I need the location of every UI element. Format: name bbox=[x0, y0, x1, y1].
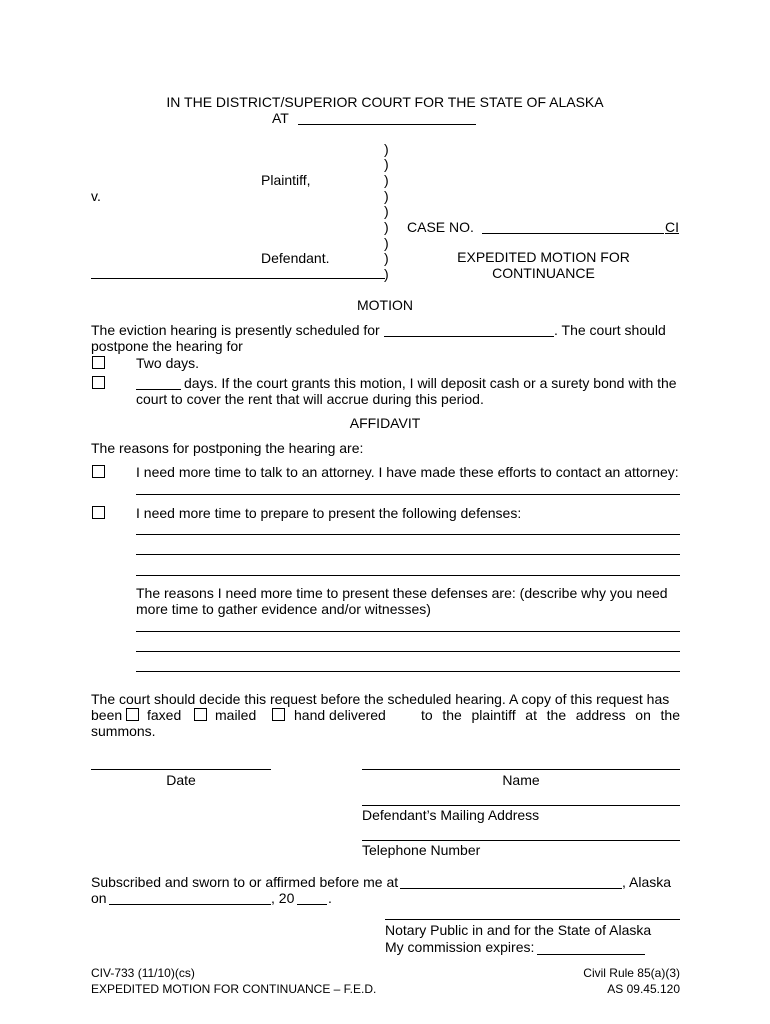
period: . bbox=[328, 890, 332, 906]
sworn-date-field[interactable] bbox=[109, 904, 271, 905]
custom-days-checkbox[interactable] bbox=[92, 376, 105, 389]
notary-title: Notary Public in and for the State of Alaska bbox=[385, 922, 652, 938]
motion-text: The eviction hearing is presently scheduled for bbox=[91, 322, 380, 338]
mailing-address-label: Defendant’s Mailing Address bbox=[362, 807, 540, 823]
caption-paren: ) bbox=[384, 141, 389, 157]
defendant-label: Defendant. bbox=[261, 250, 330, 266]
defenses-field[interactable] bbox=[136, 534, 680, 535]
attorney-efforts-field[interactable] bbox=[136, 494, 680, 495]
affidavit-heading: AFFIDAVIT bbox=[349, 415, 421, 431]
commission-expiry-field[interactable] bbox=[537, 954, 645, 955]
defense-reasons-field[interactable] bbox=[136, 631, 680, 632]
attorney-reason-text: I need more time to talk to an attorney. I have made these efforts to contact an attorney: bbox=[136, 464, 679, 480]
document-title-line2: CONTINUANCE bbox=[492, 265, 595, 281]
versus-label: v. bbox=[91, 188, 101, 204]
hand-delivered-checkbox[interactable] bbox=[272, 708, 285, 721]
case-no-label: CASE NO. bbox=[407, 219, 474, 235]
name-label: Name bbox=[502, 772, 540, 788]
defense-reasons-field[interactable] bbox=[136, 651, 680, 652]
caption-paren: ) bbox=[384, 172, 389, 188]
caption-paren: ) bbox=[384, 156, 389, 172]
defenses-reasons-text: The reasons I need more time to present these defenses are: (describe why you need bbox=[136, 585, 668, 601]
caption-paren: ) bbox=[384, 219, 389, 235]
service-summons: summons. bbox=[91, 723, 156, 739]
hand-delivered-label: hand delivered bbox=[294, 707, 386, 723]
defendant-name-field[interactable] bbox=[91, 278, 385, 279]
case-suffix: CI bbox=[665, 219, 679, 235]
custom-days-option-continued: court to cover the rent that will accrue during this period. bbox=[136, 391, 484, 407]
form-id: CIV-733 (11/10)(cs) bbox=[91, 966, 195, 980]
faxed-label: faxed bbox=[147, 707, 182, 723]
defenses-field[interactable] bbox=[136, 575, 680, 576]
civil-rule: Civil Rule 85(a)(3) bbox=[583, 966, 680, 980]
days-count-field[interactable] bbox=[136, 389, 181, 390]
defenses-reason-text: I need more time to prepare to present the following defenses: bbox=[136, 505, 522, 521]
telephone-field[interactable] bbox=[362, 840, 680, 841]
caption-paren: ) bbox=[384, 235, 389, 251]
mailed-label: mailed bbox=[215, 707, 257, 723]
defenses-reason-checkbox[interactable] bbox=[92, 506, 105, 519]
sworn-text: Subscribed and sworn to or affirmed before me at bbox=[91, 874, 399, 890]
service-text-end: to the plaintiff at the address on the bbox=[421, 707, 680, 723]
attorney-reason-checkbox[interactable] bbox=[92, 465, 105, 478]
case-number-field[interactable] bbox=[482, 233, 664, 234]
court-heading: IN THE DISTRICT/SUPERIOR COURT FOR THE STATE OF ALASKA bbox=[166, 94, 604, 110]
defense-reasons-field[interactable] bbox=[136, 671, 680, 672]
mailing-address-field[interactable] bbox=[362, 805, 680, 806]
date-signature-field[interactable] bbox=[91, 769, 271, 770]
plaintiff-label: Plaintiff, bbox=[261, 172, 311, 188]
faxed-checkbox[interactable] bbox=[126, 708, 139, 721]
motion-text-end: . The court should bbox=[554, 322, 666, 338]
two-days-checkbox[interactable] bbox=[92, 356, 105, 369]
defenses-field[interactable] bbox=[136, 554, 680, 555]
telephone-label: Telephone Number bbox=[362, 842, 481, 858]
mailed-checkbox[interactable] bbox=[194, 708, 207, 721]
name-signature-field[interactable] bbox=[362, 769, 680, 770]
caption-paren: ) bbox=[384, 250, 389, 266]
sworn-location-field[interactable] bbox=[400, 888, 622, 889]
commission-label: My commission expires: bbox=[385, 939, 535, 955]
motion-text-2: postpone the hearing for bbox=[91, 338, 243, 354]
date-label: Date bbox=[166, 772, 196, 788]
service-been: been bbox=[91, 707, 123, 723]
on-label: on bbox=[91, 890, 107, 906]
sworn-year-field[interactable] bbox=[297, 904, 327, 905]
two-days-option: Two days. bbox=[136, 355, 200, 371]
hearing-date-field[interactable] bbox=[384, 336, 554, 337]
document-title-line1: EXPEDITED MOTION FOR bbox=[457, 249, 630, 265]
custom-days-option: days. If the court grants this motion, I will deposit cash or a surety bond with the bbox=[184, 375, 677, 391]
at-label: AT bbox=[272, 110, 289, 126]
alaska-label: , Alaska bbox=[622, 874, 672, 890]
notary-signature-field[interactable] bbox=[385, 919, 680, 920]
service-text: The court should decide this request before the scheduled hearing. A copy of this request has bbox=[91, 691, 670, 707]
form-title: EXPEDITED MOTION FOR CONTINUANCE – F.E.D. bbox=[91, 982, 377, 996]
year-prefix: , 20 bbox=[271, 890, 295, 906]
statute: AS 09.45.120 bbox=[607, 982, 680, 996]
caption-paren: ) bbox=[384, 266, 389, 282]
caption-paren: ) bbox=[384, 203, 389, 219]
defenses-reasons-text-continued: more time to gather evidence and/or witnesses) bbox=[136, 601, 431, 617]
court-location-field[interactable] bbox=[298, 124, 476, 125]
affidavit-intro: The reasons for postponing the hearing are: bbox=[91, 440, 364, 456]
motion-heading: MOTION bbox=[357, 297, 413, 313]
caption-paren: ) bbox=[384, 188, 389, 204]
